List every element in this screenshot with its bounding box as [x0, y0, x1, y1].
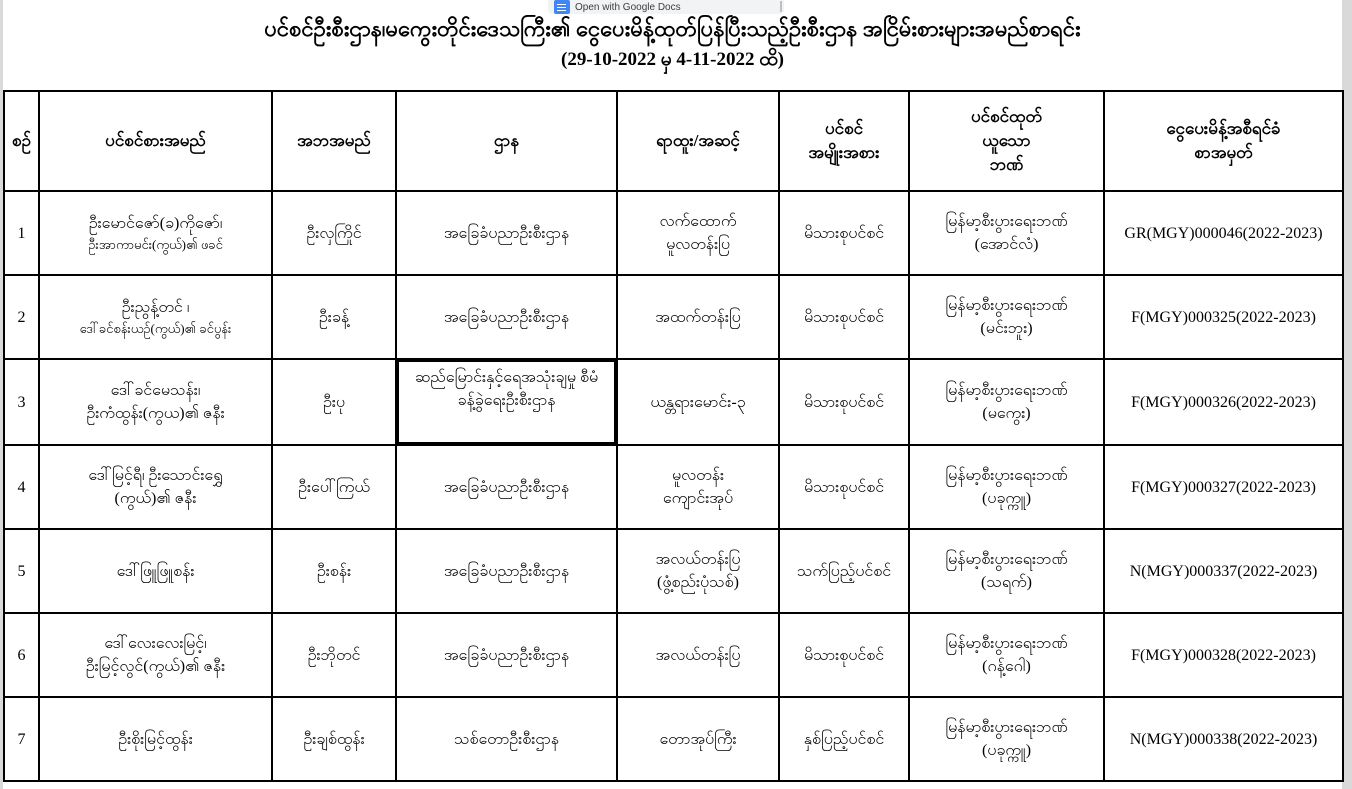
- cell-name-line2: ဦးမြင့်လွင်(ကွယ်)၏ ဇနီး: [85, 658, 226, 675]
- cell-name-line1: ဒေါ်မြင့်ရီ၊ ဦးသောင်းရွှေ: [88, 467, 223, 484]
- table-row: [4, 697, 1343, 781]
- cell-bank-line2: (မင်းဘူး): [980, 320, 1033, 337]
- page-subtitle-date-range: (29-10-2022 မှ 4-11-2022 ထိ): [561, 49, 784, 70]
- cell-pensioner-name: [39, 359, 272, 445]
- cell-pension-type: မိသားစုပင်စင်: [779, 613, 909, 697]
- cell-rank: [617, 529, 779, 613]
- cell-name-line1: ဒေါ်ခင်မေသန်း၊: [110, 382, 201, 399]
- cell-pension-type: မိသားစုပင်စင်: [779, 359, 909, 445]
- cell-rank-line2: (ဖွံ့စည်းပုံသစ်): [657, 574, 739, 591]
- column-header-pension-type-line1: ပင်စင်: [824, 119, 864, 138]
- column-header-reference-no: [1104, 91, 1343, 191]
- open-with-google-docs-label: Open with Google Docs: [575, 1, 681, 13]
- column-header-reference-no-line1: ငွေပေးမိန့်အစီရင်ခံ: [1166, 119, 1281, 138]
- column-header-rank: ရာထူး/အဆင့်: [617, 91, 779, 191]
- page-title: ပင်စင်ဦးစီးဌာန၊မကွေးတိုင်းဒေသကြီး၏ ငွေပေးမိန့်ထုတ်ပြန်ပြီးသည့်ဦးစီးဌာန အငြိမ်းစားများအမည်စာရင်း: [264, 16, 1081, 41]
- cell-reference-no: N(MGY)000337(2022-2023): [1104, 529, 1343, 613]
- cell-no: 4: [4, 445, 39, 529]
- cell-bank-line1: မြန်မာ့စီးပွားရေးဘဏ်: [945, 635, 1068, 652]
- column-header-bank-line3: ဘဏ်: [989, 155, 1024, 174]
- cell-name-line2: ဦးအာကာမင်း(ကွယ်)၏ ဖခင်: [88, 237, 223, 252]
- table-row: [4, 529, 1343, 613]
- cell-no: 6: [4, 613, 39, 697]
- cell-name-line1: ဦးစိုးမြင့်ထွန်း: [118, 730, 193, 748]
- cell-rank-line1: အထက်တန်းပြ: [655, 308, 741, 326]
- cell-no: 1: [4, 191, 39, 275]
- column-header-reference-no-line2: စာအမှတ်: [1194, 143, 1253, 162]
- column-header-department: ဌာန: [396, 91, 617, 191]
- column-header-bank-line1: ပင်စင်ထုတ်: [970, 107, 1043, 126]
- cell-department: ဆည်မြောင်းနှင့်ရေအသုံးချမှု စီမံခန့်ခွဲရေးဦးစီးဌာန: [397, 360, 616, 444]
- cell-rank: [617, 359, 779, 445]
- cell-no: 7: [4, 697, 39, 781]
- column-header-bank-line2: ယူသော: [982, 131, 1031, 150]
- cell-bank-line1: မြန်မာ့စီးပွားရေးဘဏ်: [945, 467, 1068, 484]
- google-docs-icon: [554, 0, 570, 14]
- cell-bank: [909, 191, 1104, 275]
- cell-rank: [617, 613, 779, 697]
- cell-department: အခြေခံပညာဦးစီးဌာန: [396, 191, 617, 275]
- cell-department: အခြေခံပညာဦးစီးဌာန: [396, 613, 617, 697]
- cell-bank-line2: (ဂန့်ဂေါ): [982, 658, 1031, 675]
- table-row: [4, 275, 1343, 359]
- cell-father-name: ဦးပု: [272, 359, 396, 445]
- cell-pension-type: သက်ပြည့်ပင်စင်: [779, 529, 909, 613]
- cell-reference-no: F(MGY)000326(2022-2023): [1104, 359, 1343, 445]
- table-row: [4, 191, 1343, 275]
- cell-pensioner-name: [39, 191, 272, 275]
- cell-pensioner-name: [39, 275, 272, 359]
- cell-department: အခြေခံပညာဦးစီးဌာန: [396, 445, 617, 529]
- cell-bank: [909, 445, 1104, 529]
- cell-bank-line2: (သရက်): [981, 574, 1032, 591]
- cell-rank-line1: လက်ထောက်: [659, 213, 737, 230]
- cell-rank-line2: မူလတန်းပြ: [666, 236, 730, 253]
- cell-reference-no: F(MGY)000325(2022-2023): [1104, 275, 1343, 359]
- cell-rank: [617, 697, 779, 781]
- cell-pensioner-name: [39, 697, 272, 781]
- table-row: [4, 445, 1343, 529]
- cell-father-name: ဦးလှကြိုင်: [272, 191, 396, 275]
- cell-rank-line1: အလယ်တန်းပြ: [655, 646, 741, 664]
- cell-pension-type: နှစ်ပြည့်ပင်စင်: [779, 697, 909, 781]
- cell-rank: [617, 275, 779, 359]
- cell-rank-line1: ယန္တရားမောင်း-၃: [650, 393, 746, 411]
- column-header-pensioner-name: ပင်စင်စားအမည်: [39, 91, 272, 191]
- cell-reference-no: N(MGY)000338(2022-2023): [1104, 697, 1343, 781]
- cell-department: သစ်တောဦးစီးဌာန: [396, 697, 617, 781]
- cell-name-line1: ဒေါ်လေးလေးမြင့်၊: [104, 635, 207, 652]
- cell-bank: [909, 697, 1104, 781]
- cell-father-name: ဦးပေါ်ကြယ်: [272, 445, 396, 529]
- open-with-google-docs-chip[interactable]: [548, 0, 784, 14]
- column-header-bank: [909, 91, 1104, 191]
- cell-father-name: ဦးစန်း: [272, 529, 396, 613]
- cell-father-name: ဦးချစ်ထွန်း: [272, 697, 396, 781]
- cell-rank-line2: ကျောင်းအုပ်: [662, 490, 734, 507]
- cell-reference-no: F(MGY)000328(2022-2023): [1104, 613, 1343, 697]
- cell-no: 5: [4, 529, 39, 613]
- cell-name-line2: ဒေါ်ခင်စန်းယဉ်(ကွယ်)၏ ခင်ပွန်း: [79, 321, 232, 336]
- cell-rank: [617, 445, 779, 529]
- cell-bank-line1: မြန်မာ့စီးပွားရေးဘဏ်: [945, 551, 1068, 568]
- cell-department: အခြေခံပညာဦးစီးဌာန: [396, 529, 617, 613]
- cell-bank-line1: မြန်မာ့စီးပွားရေးဘဏ်: [945, 213, 1068, 230]
- cell-pensioner-name: [39, 445, 272, 529]
- cell-rank-line1: မူလတန်း: [671, 467, 725, 484]
- cell-bank-line2: (ပခုက္ကူ): [981, 742, 1032, 759]
- cell-bank-line1: မြန်မာ့စီးပွားရေးဘဏ်: [945, 719, 1068, 736]
- cell-pension-type: မိသားစုပင်စင်: [779, 275, 909, 359]
- cell-rank: [617, 191, 779, 275]
- cell-bank: [909, 275, 1104, 359]
- cell-bank: [909, 613, 1104, 697]
- cell-bank-line1: မြန်မာ့စီးပွားရေးဘဏ်: [945, 297, 1068, 314]
- table-row: [4, 613, 1343, 697]
- cell-pension-type: မိသားစုပင်စင်: [779, 191, 909, 275]
- column-header-pension-type: [779, 91, 909, 191]
- cell-bank: [909, 359, 1104, 445]
- cell-name-line1: ဒေါ်ဖြူဖြူစန်း: [116, 562, 195, 580]
- cell-rank-line1: တောအုပ်ကြီး: [659, 730, 737, 748]
- cell-rank-line1: အလယ်တန်းပြ: [655, 551, 741, 568]
- cell-bank: [909, 529, 1104, 613]
- cell-no: 3: [4, 359, 39, 445]
- cell-name-line1: ဦးညွန့်တင် ၊: [121, 299, 190, 316]
- cell-father-name: ဦးခန့်: [272, 275, 396, 359]
- column-header-pension-type-line2: အမျိုးအစား: [808, 143, 880, 162]
- cell-reference-no: GR(MGY)000046(2022-2023): [1104, 191, 1343, 275]
- cell-department: အခြေခံပညာဦးစီးဌာန: [396, 275, 617, 359]
- cell-pensioner-name: [39, 613, 272, 697]
- table-row: [4, 359, 1343, 445]
- scrollbar-thumb[interactable]: [780, 1, 782, 12]
- cell-reference-no: F(MGY)000327(2022-2023): [1104, 445, 1343, 529]
- cell-no: 2: [4, 275, 39, 359]
- cell-bank-line2: (မကွေး): [982, 405, 1031, 422]
- document-title-block: [3, 1, 1342, 74]
- cell-pension-type: မိသားစုပင်စင်: [779, 445, 909, 529]
- cell-name-line1: ဦးမောင်ဇော်(ခ)ကိုဇော်၊: [88, 215, 223, 232]
- table-header-row: [4, 91, 1343, 191]
- cell-pensioner-name: [39, 529, 272, 613]
- cell-name-line2: (ကွယ်)၏ ဇနီး: [114, 490, 197, 507]
- cell-bank-line2: (အောင်လံ): [974, 236, 1039, 253]
- cell-bank-line1: မြန်မာ့စီးပွားရေးဘဏ်: [945, 382, 1068, 399]
- column-header-father-name: အဘအမည်: [272, 91, 396, 191]
- pension-list-table: [3, 90, 1344, 782]
- cell-father-name: ဦးဘိုတင်: [272, 613, 396, 697]
- cell-bank-line2: (ပခုက္ကူ): [981, 490, 1032, 507]
- column-header-no: စဉ်: [4, 91, 39, 191]
- cell-name-line2: ဦးကံထွန်း(ကွယ)၏ ဇနီး: [86, 405, 225, 422]
